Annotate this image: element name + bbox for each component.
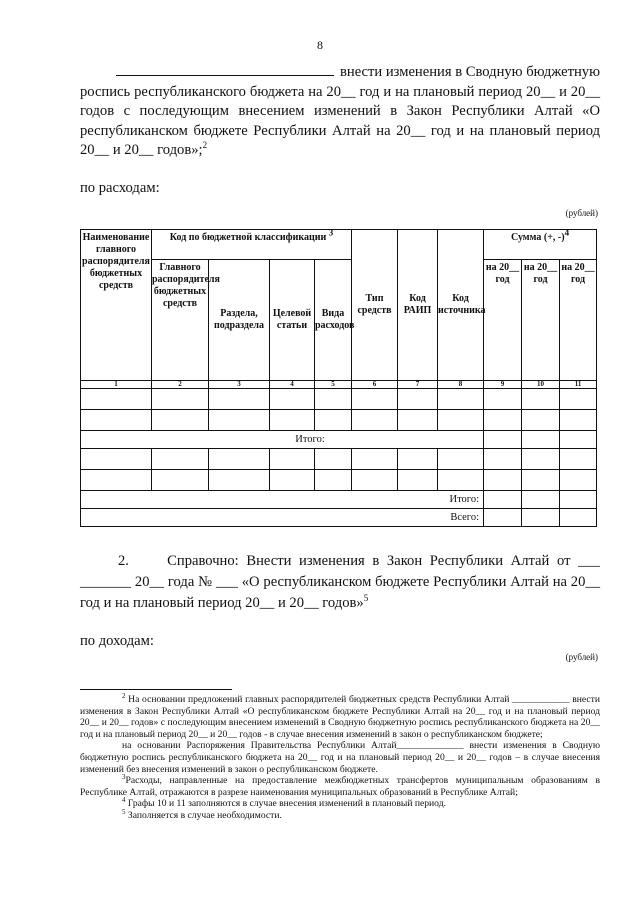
footnote-2-marker: 2 (122, 691, 126, 700)
footnote-2a-text: На основании предложений главных распорядителей бюджетных средств Республики Алтай ____________ внести изменения в Закон Республики Алтай «О республиканском бюджете Республики Алтай на 20__ год и на плановый период 20__ и 20__ годов» с последующим внесением изменений в Сводную бюджетную роспись республиканского бюджета на 20__ год и на плановый период 20__ и 20__ годов - в случае внесения изменений в закон о республиканском бюджете; (80, 694, 600, 740)
subtotal-label: Итого: (81, 431, 484, 449)
subtotal-row (81, 491, 597, 509)
col-number: 4 (270, 381, 315, 389)
paragraph-1-rest: роспись республиканского бюджета на 20__ год и на плановый период 20__ и 20__ годов с последующим внесением изменений в Закон Республики Алтай «О республиканском бюджете Республики Алтай на 20__ год и на плановый период 20__ и 20__ годов»; (80, 83, 600, 158)
total-label: Всего: (81, 509, 484, 527)
footnote-2b (80, 740, 600, 775)
header-year-3: на 20__ год (560, 260, 597, 381)
table-row[interactable] (81, 389, 597, 410)
header-year-1: на 20__ год (484, 260, 522, 381)
footnote-5-text: Заполняется в случае необходимости. (127, 809, 282, 821)
footnote-2b-text: на основании Распоряжения Правительства Республики Алтай______________ внести изменения в Сводную бюджетную роспись республиканского бюджета на 20__ год и на плановый период 20__ и 20__ годов – в случае внесения изменений без внесения изменений в закон о республиканском бюджете. (80, 740, 600, 775)
footnote-3-text: Расходы, направленные на предоставление межбюджетных трансфертов муниципальным образованиям в Республике Алтай, отражаются в разрезе наименования муниципальных образований в Республике Алтай; (80, 775, 600, 798)
footnote-5-marker: 5 (122, 807, 126, 816)
footnote-5 (80, 807, 600, 822)
page-number: 8 (317, 38, 323, 52)
header-raip-code: Код РАИП (398, 230, 438, 381)
item-2-number: 2. (118, 553, 129, 569)
header-manager-name: Наименование главного распорядителя бюджетных средств (81, 230, 152, 381)
header-budget-code-text: Код по бюджетной классификации (169, 232, 327, 243)
header-section: Раздела, подраздела (209, 260, 270, 381)
header-budget-code (152, 227, 352, 260)
col-number: 10 (522, 381, 560, 389)
table-row[interactable] (81, 449, 597, 470)
footnote-ref-4: 4 (564, 227, 570, 238)
paragraph-1-line1: внести изменения в Сводную бюджетную (340, 64, 600, 80)
footnote-ref-3: 3 (328, 227, 334, 238)
col-number: 3 (209, 381, 270, 389)
col-number: 9 (484, 381, 522, 389)
table-row[interactable] (81, 470, 597, 491)
col-number: 1 (81, 381, 152, 389)
income-label: по доходам: (80, 633, 154, 649)
subtotal-row (81, 431, 597, 449)
header-sum (484, 227, 597, 260)
table-row[interactable] (81, 410, 597, 431)
units-label-expenses: (рублей) (565, 208, 598, 218)
subtotal-label: Итого: (81, 491, 484, 509)
header-target-article: Целевой статьи (270, 260, 315, 381)
col-number: 5 (315, 381, 352, 389)
column-numbers-row (81, 381, 597, 389)
footnote-separator (80, 689, 232, 690)
header-fund-type: Тип средств (352, 230, 398, 381)
blank-field (116, 63, 334, 76)
col-number: 8 (438, 381, 484, 389)
footnote-4-text: Графы 10 и 11 заполняются в случае внесения изменений в плановый период. (127, 798, 446, 810)
footnotes (80, 691, 600, 822)
header-sum-text: Сумма (+, -) (510, 232, 565, 243)
paragraph-1 (80, 63, 600, 161)
footnote-4 (80, 798, 600, 810)
footnote-ref-2: 2 (202, 140, 208, 151)
col-number: 7 (398, 381, 438, 389)
footnote-ref-5: 5 (363, 593, 369, 604)
header-year-2: на 20__ год (522, 260, 560, 381)
units-label-income: (рублей) (565, 652, 598, 662)
item-2-text: Справочно: Внести изменения в Закон Республики Алтай от ___ _______ 20__ года № ___ «О республиканском бюджете Республики Алтай на 20__ год и на плановый период 20__ и 20__ годов» (80, 553, 600, 611)
col-number: 11 (560, 381, 597, 389)
footnote-2a (80, 691, 600, 740)
header-source-code: Код источника (438, 230, 484, 381)
header-expense-type: Вида расходов (315, 260, 352, 381)
header-main-manager: Главного распорядителя бюджетных средств (152, 260, 209, 381)
footnote-3 (80, 772, 600, 798)
col-number: 2 (152, 381, 209, 389)
col-number: 6 (352, 381, 398, 389)
expenses-table (80, 229, 597, 527)
footnote-3-marker: 3 (122, 772, 126, 781)
total-row (81, 509, 597, 527)
footnote-4-marker: 4 (122, 796, 126, 805)
expenses-label: по расходам: (80, 180, 160, 196)
item-2-paragraph (80, 551, 600, 614)
